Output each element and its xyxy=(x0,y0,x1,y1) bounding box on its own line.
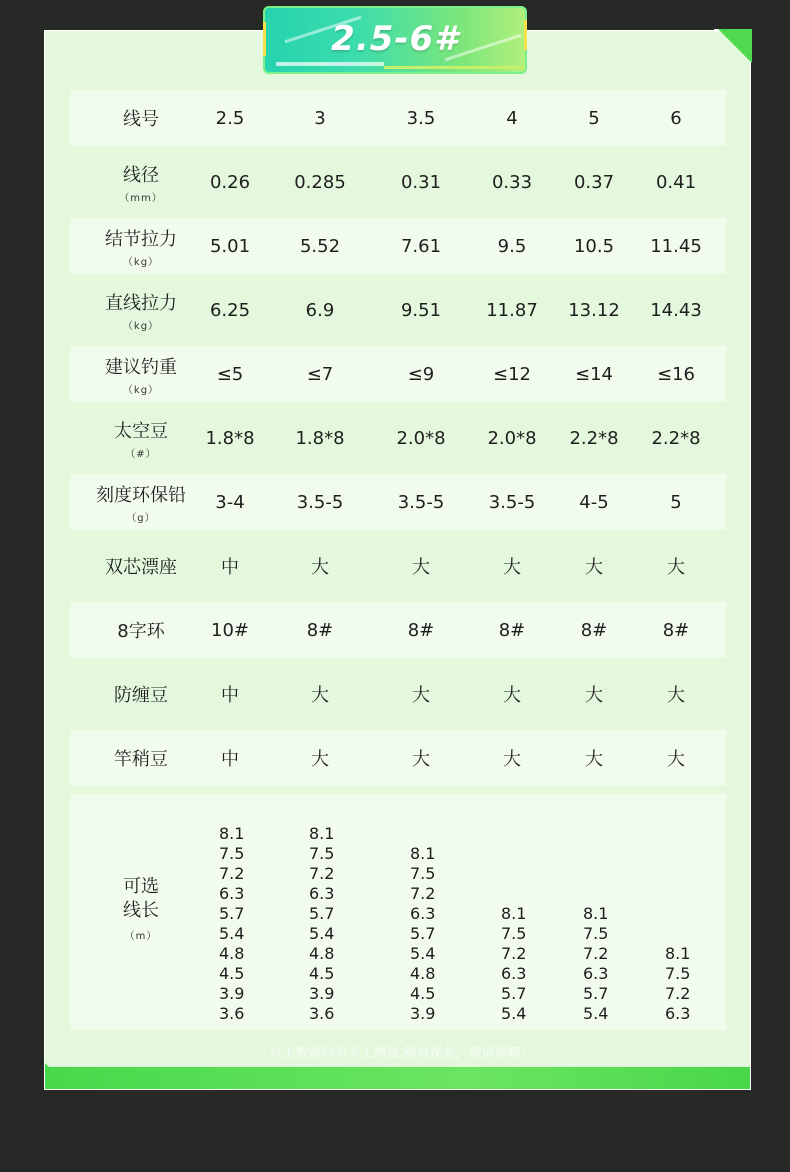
table-cell: 5.52 xyxy=(299,235,341,257)
table-cell: 4-5 xyxy=(579,491,609,513)
length-value: 8.1 xyxy=(501,904,527,923)
length-value: 7.2 xyxy=(219,864,245,883)
table-cell: 中 xyxy=(221,749,239,770)
table-cell: 9.51 xyxy=(400,299,442,321)
table-cell: 7.61 xyxy=(400,235,442,257)
table-cell: 大 xyxy=(503,749,521,770)
table-cell: 5 xyxy=(588,107,600,129)
table-cell: 8# xyxy=(662,619,690,641)
row-unit-text: （g） xyxy=(126,512,156,524)
table-cell: 3-4 xyxy=(215,491,245,513)
table-cell: 0.41 xyxy=(655,171,697,193)
title-bar-left xyxy=(263,22,266,56)
length-label-line1: 可选 xyxy=(123,876,159,897)
table-cell: 8# xyxy=(407,619,435,641)
page-title: 2.5-6# xyxy=(331,19,459,59)
length-value: 5.7 xyxy=(309,904,335,923)
length-value: 5.7 xyxy=(410,924,436,943)
length-value: 7.2 xyxy=(583,944,609,963)
row-label-text: 直线拉力 xyxy=(105,292,177,314)
table-cell: 13.12 xyxy=(568,299,620,321)
table-cell: 2.0*8 xyxy=(487,427,537,449)
table-cell: 14.43 xyxy=(650,299,702,321)
table-row xyxy=(70,538,726,594)
row-label-text: 防缠豆 xyxy=(114,685,168,706)
table-cell: ≤12 xyxy=(493,363,531,385)
table-cell: 大 xyxy=(667,557,685,578)
length-value: 7.5 xyxy=(219,844,245,863)
table-cell: 大 xyxy=(503,685,521,706)
table-row xyxy=(70,218,726,274)
table-cell: 1.8*8 xyxy=(295,427,345,449)
title-underline xyxy=(276,62,384,66)
table-cell: 2.2*8 xyxy=(651,427,701,449)
table-cell: 中 xyxy=(221,685,239,706)
length-value: 8.1 xyxy=(583,904,609,923)
length-value: 5.7 xyxy=(219,904,245,923)
table-cell: 大 xyxy=(667,749,685,770)
row-unit-text: （kg） xyxy=(122,256,160,268)
table-cell: 大 xyxy=(311,557,329,578)
length-value: 7.5 xyxy=(583,924,609,943)
row-label-text: 线号 xyxy=(123,109,159,130)
length-value: 7.5 xyxy=(665,964,691,983)
length-value: 8.1 xyxy=(219,824,245,843)
length-value: 8.1 xyxy=(309,824,335,843)
table-cell: 3.5-5 xyxy=(488,491,536,513)
length-label xyxy=(70,794,212,1030)
table-cell: 5.01 xyxy=(209,235,251,257)
table-cell: 大 xyxy=(503,557,521,578)
table-row xyxy=(70,154,726,210)
length-value: 7.2 xyxy=(665,984,691,1003)
table-cell: ≤16 xyxy=(657,363,695,385)
length-value: 6.3 xyxy=(219,884,245,903)
table-row xyxy=(70,282,726,338)
table-cell: 0.31 xyxy=(400,171,442,193)
length-value: 6.3 xyxy=(309,884,335,903)
length-value: 3.9 xyxy=(219,984,245,1003)
length-value: 3.6 xyxy=(219,1004,245,1023)
table-cell: 6.25 xyxy=(209,299,251,321)
length-value: 7.2 xyxy=(501,944,527,963)
table-cell: 2.5 xyxy=(215,107,245,129)
table-cell: 大 xyxy=(412,557,430,578)
row-label-text: 建议钓重 xyxy=(105,356,177,378)
table-cell: 大 xyxy=(412,685,430,706)
length-column xyxy=(583,904,608,1024)
length-column xyxy=(219,824,244,1024)
length-value: 7.5 xyxy=(309,844,335,863)
length-value: 6.3 xyxy=(665,1004,691,1023)
table-cell: 大 xyxy=(585,749,603,770)
table-cell: 2.0*8 xyxy=(396,427,446,449)
table-cell: 3.5-5 xyxy=(397,491,445,513)
table-cell: 大 xyxy=(311,749,329,770)
length-value: 4.8 xyxy=(309,944,335,963)
table-cell: 3.5-5 xyxy=(296,491,344,513)
row-unit-text: （kg） xyxy=(122,384,160,396)
table-cell: 3 xyxy=(314,107,326,129)
length-value: 4.5 xyxy=(219,964,245,983)
length-value: 4.8 xyxy=(219,944,245,963)
table-cell: 8# xyxy=(498,619,526,641)
row-label-text: 线径 xyxy=(123,164,159,186)
length-value: 4.5 xyxy=(410,984,436,1003)
table-row xyxy=(70,730,726,786)
length-value: 7.2 xyxy=(309,864,335,883)
table-cell: 中 xyxy=(221,557,239,578)
length-column xyxy=(309,824,334,1024)
length-value: 4.5 xyxy=(309,964,335,983)
table-cell: 0.37 xyxy=(573,171,615,193)
row-label-text: 结节拉力 xyxy=(105,228,177,250)
length-value: 5.4 xyxy=(219,924,245,943)
length-value: 6.3 xyxy=(501,964,527,983)
table-cell: 大 xyxy=(585,557,603,578)
title-bar-right xyxy=(524,20,527,50)
table-row xyxy=(70,410,726,466)
table-cell: 9.5 xyxy=(497,235,527,257)
table-cell: ≤14 xyxy=(575,363,613,385)
table-cell: 大 xyxy=(311,685,329,706)
table-cell: 5 xyxy=(670,491,682,513)
row-unit-text: （mm） xyxy=(119,192,163,204)
length-value: 7.2 xyxy=(410,884,436,903)
table-row xyxy=(70,474,726,530)
length-value: 6.3 xyxy=(583,964,609,983)
row-label-text: 双芯漂座 xyxy=(105,557,177,578)
length-value: 5.4 xyxy=(410,944,436,963)
row-label-text: 8字环 xyxy=(117,621,165,642)
table-cell: 3.5 xyxy=(406,107,436,129)
table-row xyxy=(70,90,726,146)
length-label-line2: 线长 xyxy=(123,900,159,921)
length-column xyxy=(501,904,526,1024)
length-value: 8.1 xyxy=(665,944,691,963)
table-cell: ≤9 xyxy=(407,363,435,385)
table-cell: 4 xyxy=(506,107,518,129)
length-value: 3.9 xyxy=(309,984,335,1003)
length-value: 5.4 xyxy=(309,924,335,943)
table-cell: 1.8*8 xyxy=(205,427,255,449)
table-cell: 8# xyxy=(580,619,608,641)
table-cell: 10.5 xyxy=(573,235,615,257)
table-cell: 大 xyxy=(585,685,603,706)
row-label-text: 竿稍豆 xyxy=(114,749,168,770)
length-value: 7.5 xyxy=(410,864,436,883)
table-cell: 0.26 xyxy=(209,171,251,193)
title-underline-accent xyxy=(384,66,524,69)
footnote: 「以上数据均为手工测量,稍有误差，敬请谅解」 xyxy=(256,1046,534,1061)
bottom-accent-bar xyxy=(45,1067,750,1089)
table-cell: 0.285 xyxy=(294,171,346,193)
table-cell: 6 xyxy=(670,107,682,129)
length-value: 5.4 xyxy=(501,1004,527,1023)
table-cell: 2.2*8 xyxy=(569,427,619,449)
table-cell: 10# xyxy=(211,619,249,641)
table-cell: ≤5 xyxy=(216,363,244,385)
length-column xyxy=(410,844,435,1024)
length-column xyxy=(665,944,690,1024)
table-cell: ≤7 xyxy=(306,363,334,385)
row-unit-text: （kg） xyxy=(122,320,160,332)
table-cell: 6.9 xyxy=(305,299,335,321)
table-cell: 大 xyxy=(412,749,430,770)
length-value: 5.7 xyxy=(583,984,609,1003)
table-cell: 大 xyxy=(667,685,685,706)
row-label-text: 刻度环保铅 xyxy=(96,484,186,506)
table-cell: 11.45 xyxy=(650,235,702,257)
row-unit-text: （#） xyxy=(125,448,157,460)
length-row xyxy=(70,794,726,1030)
length-value: 5.4 xyxy=(583,1004,609,1023)
table-row xyxy=(70,666,726,722)
length-value: 3.9 xyxy=(410,1004,436,1023)
length-value: 4.8 xyxy=(410,964,436,983)
length-value: 8.1 xyxy=(410,844,436,863)
row-label-text: 太空豆 xyxy=(114,420,168,442)
table-row xyxy=(70,602,726,658)
length-unit: （m） xyxy=(124,931,158,942)
length-value: 3.6 xyxy=(309,1004,335,1023)
table-cell: 8# xyxy=(306,619,334,641)
length-value: 6.3 xyxy=(410,904,436,923)
table-row xyxy=(70,346,726,402)
length-value: 5.7 xyxy=(501,984,527,1003)
table-cell: 0.33 xyxy=(491,171,533,193)
table-cell: 11.87 xyxy=(486,299,538,321)
length-value: 7.5 xyxy=(501,924,527,943)
